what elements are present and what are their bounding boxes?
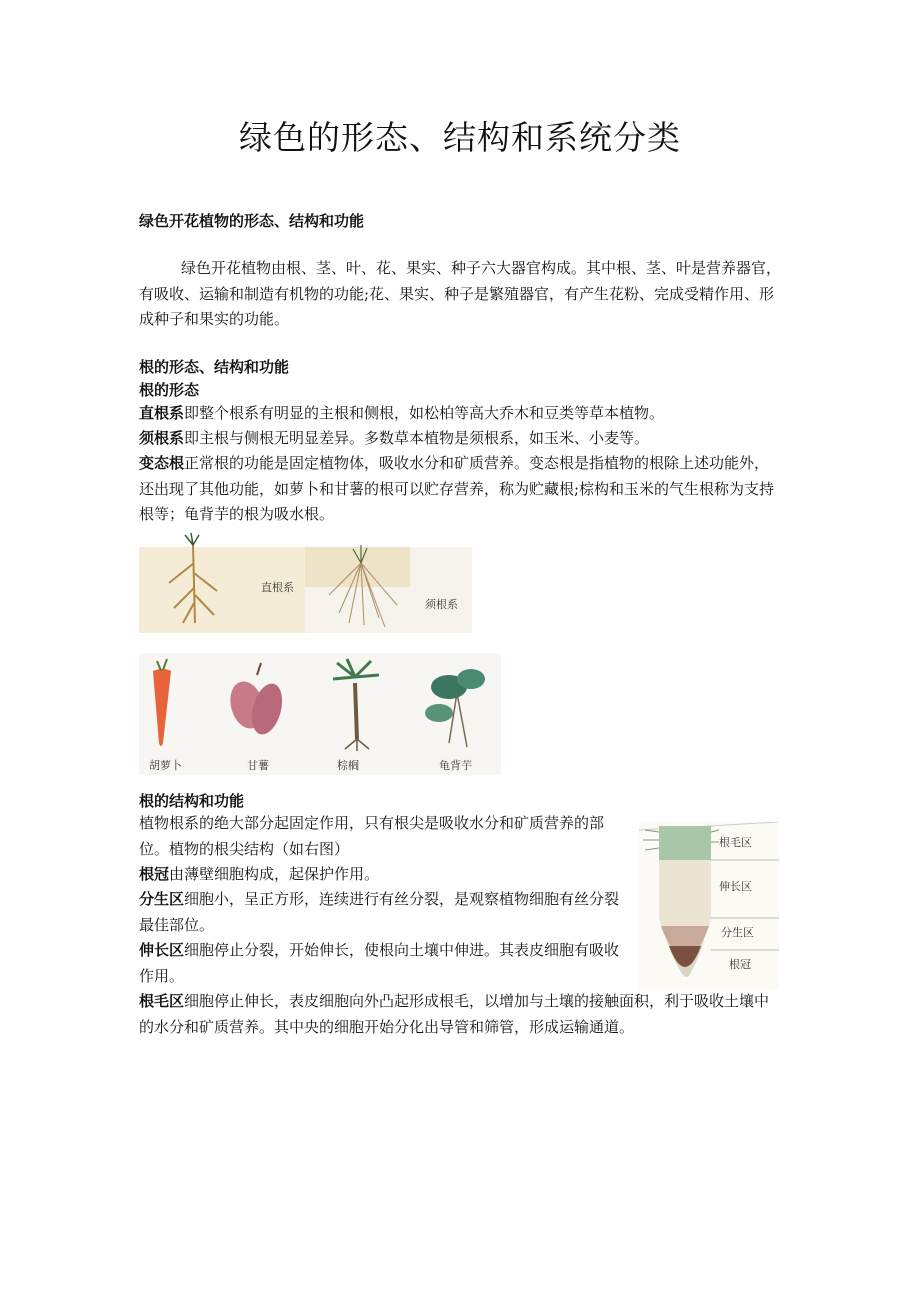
modified-root-paragraph <box>139 451 782 528</box>
caption-taproot: 直根系 <box>261 581 294 594</box>
section-heading-plant: 绿色开花植物的形态、结构和功能 <box>139 212 365 230</box>
elongation-paragraph <box>139 938 629 989</box>
caption-sweet-potato: 甘薯 <box>247 759 269 772</box>
caption-palm: 棕榈 <box>337 759 359 772</box>
root-tip-intro: 植物根系的绝大部分起固定作用，只有根尖是吸收水分和矿质营养的部位。植物的根尖结构（如右图） <box>139 814 605 858</box>
root-cap-paragraph <box>139 862 629 888</box>
term-root-cap: 根冠 <box>139 865 170 883</box>
section-heading-root: 根的形态、结构和功能 <box>139 358 290 376</box>
fibrous-root-text: 即主根与侧根无明显差异。多数草本植物是须根系，如玉米、小麦等。 <box>184 429 650 447</box>
section-heading-structure: 根的结构和功能 <box>139 792 245 810</box>
root-hair-text: 细胞停止伸长，表皮细胞向外凸起形成根毛，以增加与土壤的接触面积，利于吸收土壤中的水分和矿质营养。其中央的细胞开始分化出导管和筛管，形成运输通道。 <box>139 992 770 1036</box>
caption-carrot: 胡萝卜 <box>149 759 182 772</box>
meristem-text: 细胞小，呈正方形，连续进行有丝分裂，是观察植物细胞有丝分裂最佳部位。 <box>139 890 620 934</box>
term-meristem: 分生区 <box>139 890 185 908</box>
taproot-paragraph <box>139 401 782 427</box>
modified-root-figure <box>139 653 501 775</box>
term-fibrous-root: 须根系 <box>139 429 185 447</box>
page-title: 绿色的形态、结构和系统分类 <box>239 118 681 157</box>
caption-fibrous-root: 须根系 <box>425 598 458 611</box>
label-meristem-zone: 分生区 <box>721 926 754 939</box>
subheading-root-form: 根的形态 <box>139 381 200 399</box>
modified-root-text: 正常根的功能是固定植物体，吸收水分和矿质营养。变态根是指植物的根除上述功能外，还出现了其他功能，如萝卜和甘薯的根可以贮存营养，称为贮藏根;棕构和玉米的气生根称为支持根等；龟背芋的根为吸水根。 <box>139 454 775 523</box>
label-root-hair-zone: 根毛区 <box>719 836 752 849</box>
root-system-figure <box>139 533 472 633</box>
term-modified-root: 变态根 <box>139 454 185 472</box>
meristem-paragraph <box>139 887 629 938</box>
caption-monstera: 龟背芋 <box>439 759 472 772</box>
elongation-text: 细胞停止分裂，开始伸长，使根向土壤中伸进。其表皮细胞有吸收作用。 <box>139 941 620 985</box>
fibrous-root-paragraph <box>139 426 782 452</box>
plant-organs-paragraph: 绿色开花植物由根、茎、叶、花、果实、种子六大器官构成。其中根、茎、叶是营养器官，有吸收、运输和制造有机物的功能;花、果实、种子是繁殖器官，有产生花粉、完成受精作用、形成种子和果实的功能。 <box>139 259 782 328</box>
term-taproot: 直根系 <box>139 404 185 422</box>
root-tip-figure <box>639 822 779 990</box>
root-cap-text: 由薄壁细胞构成，起保护作用。 <box>169 865 380 883</box>
taproot-text: 即整个根系有明显的主根和侧根，如松柏等高大乔木和豆类等草本植物。 <box>184 404 665 422</box>
label-root-cap: 根冠 <box>729 958 751 971</box>
label-elongation-zone: 伸长区 <box>719 880 752 893</box>
term-root-hair: 根毛区 <box>139 992 185 1010</box>
term-elongation: 伸长区 <box>139 941 185 959</box>
root-hair-paragraph <box>139 989 782 1040</box>
